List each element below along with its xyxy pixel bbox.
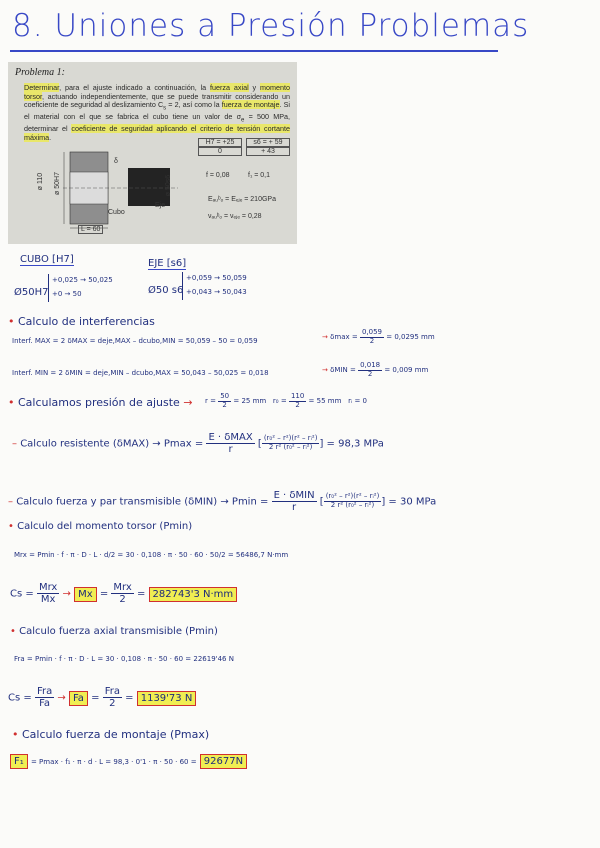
problem-text-part: , para el ajuste indicado a continuación, la: [59, 83, 211, 92]
delta-min-num: 0,018: [360, 361, 381, 369]
pmin-label: Calculo fuerza y par transmisible (δMIN) → Pmin =: [16, 496, 269, 508]
problem-text-part: = 2, así como la: [166, 100, 222, 110]
problem-text-sub: e: [241, 117, 245, 124]
outer-radius-result: = 55 mm: [308, 397, 342, 406]
dim-d110-label: ø 110: [37, 172, 45, 191]
eje-main: Ø50 s6: [148, 285, 184, 296]
outer-radius-label: r₀ =: [272, 397, 287, 406]
outer-radius-den: 2: [295, 400, 300, 409]
cubo-header: CUBO [H7]: [20, 254, 74, 265]
axial-cs-label: Cs =: [8, 692, 32, 704]
problem-statement-photo: [8, 62, 297, 244]
delta-min-result: = 0,009 mm: [384, 366, 429, 375]
eje-brace: [182, 272, 186, 300]
problem-text-part: momento torsor: [24, 83, 290, 101]
problem-text-part: coeficiente de seguridad aplicando el criterio de tensión cortante máxima: [24, 124, 290, 142]
pmax-bracket-num: (r₀² – r²)(r² – rᵢ²): [263, 434, 318, 443]
radius-result: = 25 mm: [233, 397, 267, 406]
pmin-result: = 30 MPa: [388, 496, 437, 508]
axial-cs-block: Cs = $\frac{\text{Fra}}{Fa}$ → Fa = $\frac{\text{Fra}}{2}$ = 1139'73 N: [8, 686, 196, 709]
problem-text-sub: s: [163, 105, 167, 112]
assembly-force-label: F₁: [10, 754, 28, 769]
s6-label: s6 = + 59: [246, 138, 290, 147]
delta-max-result: = 0,0295 mm: [386, 333, 435, 342]
outer-radius-num: 110: [290, 392, 305, 400]
torque-cs-block: Cs = $\frac{\text{Mrx}}{Mx}$ → Mx = $\frac{\text{Mrx}}{2}$ = 282743'3 N·mm: [10, 582, 237, 605]
axial-result: 1139'73 N: [137, 691, 197, 706]
section-assembly: • Calculo fuerza de montaje (Pmax): [12, 728, 210, 741]
delta-min-den: 2: [367, 369, 373, 378]
section-interferences: • Calculo de interferencias: [8, 315, 155, 328]
pmin-block: – Calculo fuerza y par transmisible (δMIN) → Pmin = $\frac{\text{E · δMIN}}{r}$ [ $\frac{\text{(r₀² – r²)(r² – rᵢ²)}}{\text{2 r² (r₀² – rᵢ²)}}$ ] = 30 MPa: [8, 490, 437, 513]
problem-text-part: fuerza de montaje: [221, 100, 280, 110]
eje-upper: +0,059 → 50,059: [186, 274, 247, 282]
axial-fa-label: Fa: [69, 691, 88, 706]
delta-max-num: 0,059: [361, 328, 383, 336]
axial-cs-num: Fra: [36, 686, 53, 697]
eje-lower: +0,043 → 50,043: [186, 288, 247, 296]
axial-eq-sign: =: [91, 692, 100, 704]
tolerance-table: [198, 138, 290, 156]
pmin-den: r: [292, 502, 297, 513]
eje-header: EJE [s6]: [148, 258, 187, 269]
title-underline: [10, 50, 498, 52]
cubo-lower: +0 → 50: [52, 290, 82, 298]
radius-den: 2: [222, 400, 227, 409]
poisson-ratio: νₐᵤᵇₒ = νₑⱼₑ = 0,28: [208, 213, 262, 220]
assembly-block: [10, 756, 247, 767]
pmax-num: E · δMAX: [208, 432, 253, 443]
cubo-main: Ø50H7: [14, 287, 49, 298]
torque-mx-label: Mx: [74, 587, 97, 602]
delta-min-block: → δMIN = $\frac{0,018}{2}$ = 0,009 mm: [322, 361, 429, 378]
section-torque-label: Calculo del momento torsor (Pmin): [17, 521, 193, 532]
pmax-result: = 98,3 MPa: [326, 438, 384, 450]
interf-min-eq: Interf. MIN = 2 δMIN = deje,MIN – dcubo,MAX = 50,043 – 50,025 = 0,018: [12, 369, 269, 377]
section-pressure-label: Calculamos presión de ajuste: [18, 396, 180, 409]
assembly-result: 92677N: [200, 754, 247, 769]
radius-block: [205, 393, 367, 409]
section-pressure: • Calculamos presión de ajuste →: [8, 396, 193, 409]
page-title: 8. Uniones a Presión Problemas: [12, 8, 530, 44]
torque-mx-num: Mrx: [113, 582, 132, 593]
torque-cs-label: Cs =: [10, 588, 34, 600]
dim-d50s6-label: ø 50s6: [165, 174, 173, 197]
axial-cs-den: Fa: [39, 698, 51, 709]
axial-fa-num: Fra: [104, 686, 120, 697]
cubo-upper: +0,025 → 50,025: [52, 276, 113, 284]
torque-cs-num: Mrx: [38, 582, 58, 593]
pmax-block: – Calculo resistente (δMAX) → Pmax = $\frac{\text{E · δMAX}}{r}$ [ $\frac{\text{(r₀² – r²)(r² – rᵢ²)}}{\text{2 r² (r₀² – rᵢ²)}}$ ] = 98,3 MPa: [12, 432, 384, 455]
problem-text-part: . Si el material con el que se fabrica el cubo tiene un valor de σ: [24, 100, 290, 122]
problem-text-part: = 500 MPa, determinar el: [24, 112, 290, 134]
pmax-den: r: [228, 444, 233, 455]
pmax-label: Calculo resistente (δMAX) → Pmax =: [20, 438, 204, 450]
torque-eq: Mrx = Pmin · f · π · D · L · d/2 = 30 · 0,108 · π · 50 · 60 · 50/2 = 56486,7 N·mm: [14, 551, 289, 559]
friction-shaft: f₁ = 0,1: [248, 172, 271, 179]
delta-min-label: δMIN =: [330, 366, 356, 375]
torque-result: 282743'3 N·mm: [149, 587, 238, 602]
delta-label: δ: [114, 158, 118, 165]
shaft-label: Eje: [155, 202, 166, 209]
problem-title: Problema 1:: [15, 67, 65, 78]
torque-mx-den: 2: [119, 594, 126, 605]
pmin-num: E · δMIN: [273, 490, 315, 501]
problem-text-part: Determinar: [24, 83, 60, 92]
problem-text-part: y: [248, 83, 261, 92]
h7-low: 0: [198, 147, 242, 156]
section-interferences-label: Calculo de interferencias: [18, 315, 155, 328]
section-torque: • Calculo del momento torsor (Pmin): [8, 521, 193, 532]
elastic-modulus: Eₐᵤᵇₒ = Eₑⱼₑ = 210GPa: [208, 196, 276, 203]
s6-low: + 43: [246, 147, 290, 156]
section-axial: • Calculo fuerza axial transmisible (Pmin): [10, 626, 218, 637]
cubo-brace: [48, 274, 52, 302]
delta-max-block: → δmax = $\frac{0,059}{2}$ = 0,0295 mm: [322, 328, 435, 345]
assembly-eq: = Pmax · f₁ · π · d · L = 98,3 · 0'1 · π · 50 · 60 =: [30, 758, 197, 766]
inner-radius: rᵢ = 0: [348, 397, 368, 406]
radius-label: r =: [205, 397, 216, 406]
axial-fa-den: 2: [109, 698, 116, 709]
section-assembly-label: Calculo fuerza de montaje (Pmax): [22, 728, 210, 741]
torque-cs-den: Mx: [40, 594, 56, 605]
problem-text-part: , actuando independientemente, que se puede transmitir considerando un coeficiente de seguridad al deslizamiento C: [24, 91, 290, 110]
problem-text-part: fuerza axial: [210, 83, 249, 92]
shaft-body: [128, 168, 173, 206]
dim-d50h7-label: ø 50H7: [53, 172, 61, 195]
section-axial-label: Calculo fuerza axial transmisible (Pmin): [19, 626, 218, 637]
delta-max-label: δmax =: [330, 333, 358, 342]
torque-eq-sign: =: [99, 588, 109, 600]
pmax-bracket-den: 2 r² (r₀² – rᵢ²): [268, 443, 313, 451]
delta-max-den: 2: [369, 336, 375, 345]
dim-L-label: L = 60: [78, 225, 103, 234]
axial-eq: Fra = Pmin · f · π · D · L = 30 · 0,108 · π · 50 · 60 = 22619'46 N: [14, 655, 234, 663]
radius-num: 50: [220, 392, 230, 400]
pmin-bracket-den: 2 r² (r₀² – rᵢ²): [330, 501, 375, 509]
friction-hub: f = 0,08: [206, 172, 230, 179]
pmin-bracket-num: (r₀² – r²)(r² – rᵢ²): [325, 492, 380, 501]
hub-label: Cubo: [108, 209, 125, 216]
interf-max-eq: Interf. MAX = 2 δMAX = deje,MAX – dcubo,MIN = 50,059 – 50 = 0,059: [12, 337, 258, 345]
problem-text-part: .: [49, 132, 52, 142]
h7-label: H7 = +25: [198, 138, 242, 147]
